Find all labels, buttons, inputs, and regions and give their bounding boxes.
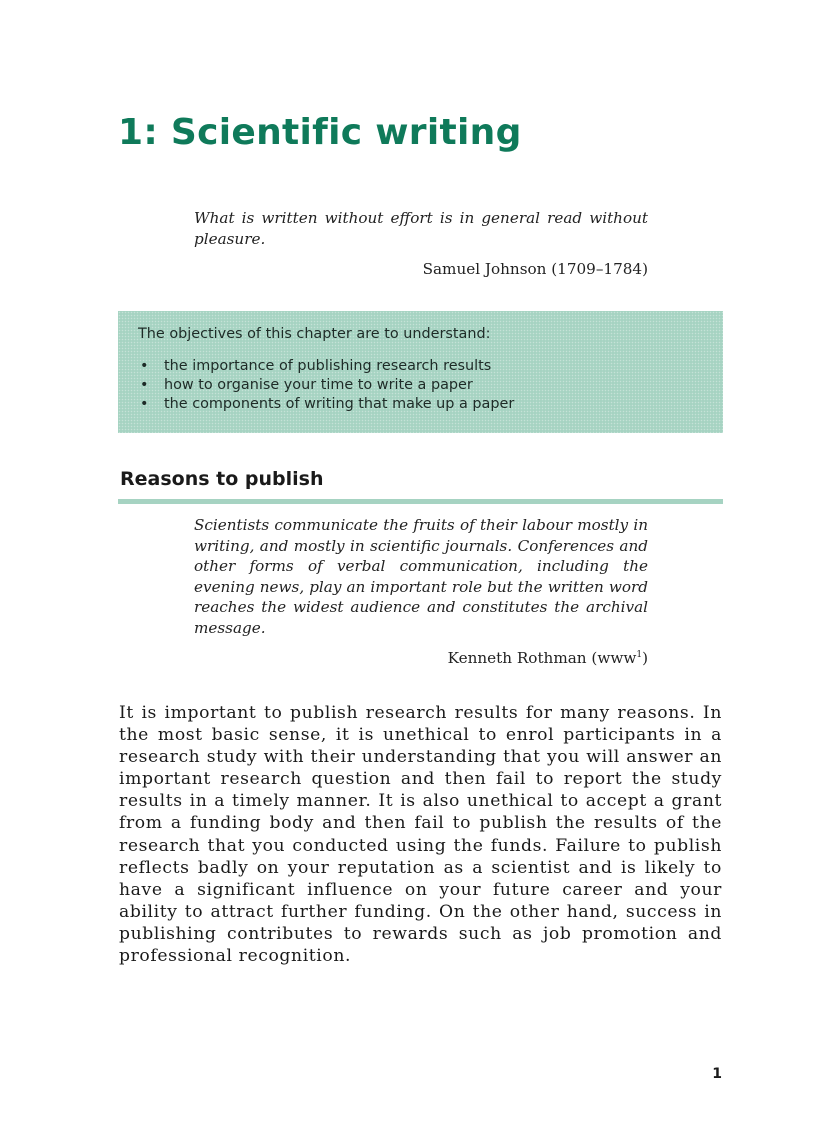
- section-epigraph: [194, 515, 648, 668]
- epigraph-quote: What is written without effort is in general read without pleasure.: [194, 209, 648, 248]
- epigraph-quote: Scientists communicate the fruits of their labour mostly in writing, and mostly in scientific journals. Conferences and other forms of verbal communication, including the evening news, play an important role but the written word reaches the widest audience and constitutes the archival message.: [194, 516, 648, 637]
- objective-item: [138, 395, 705, 414]
- bullet-icon: •: [140, 358, 149, 374]
- bullet-icon: •: [140, 377, 149, 393]
- footnote-marker: 1: [636, 649, 643, 660]
- objectives-intro: The objectives of this chapter are to understand:: [138, 326, 491, 342]
- objective-text: how to organise your time to write a paper: [164, 377, 473, 393]
- attribution-close: ): [642, 649, 648, 667]
- epigraph-attribution: [194, 648, 648, 668]
- page-number: 1: [712, 1066, 722, 1082]
- epigraph-attribution: Samuel Johnson (1709–1784): [422, 260, 648, 278]
- objectives-box: [118, 311, 723, 433]
- objective-item: [138, 357, 705, 376]
- objective-text: the components of writing that make up a paper: [164, 396, 515, 412]
- section-divider: [118, 499, 723, 504]
- chapter-title: 1: Scientific writing: [118, 112, 522, 153]
- objective-text: the importance of publishing research results: [164, 358, 492, 374]
- body-paragraph: It is important to publish research results for many reasons. In the most basic sense, it is unethical to enrol participants in a research study with their understanding that you will answer an important research question and then fail to report the study results in a timely manner. It is also unethical to accept a grant from a funding body and then fail to publish the results of the research that you conducted using the funds. Failure to publish reflects badly on your reputation as a scientist and is likely to have a significant influence on your future career and your ability to attract further funding. On the other hand, success in publishing contributes to rewards such as job promotion and professional recognition.: [119, 703, 722, 967]
- section-heading: Reasons to publish: [120, 468, 324, 490]
- bullet-icon: •: [140, 396, 149, 412]
- attribution-text: Kenneth Rothman (www: [447, 649, 637, 667]
- objective-item: [138, 376, 705, 395]
- objectives-list: [138, 357, 705, 414]
- chapter-epigraph: [194, 208, 648, 279]
